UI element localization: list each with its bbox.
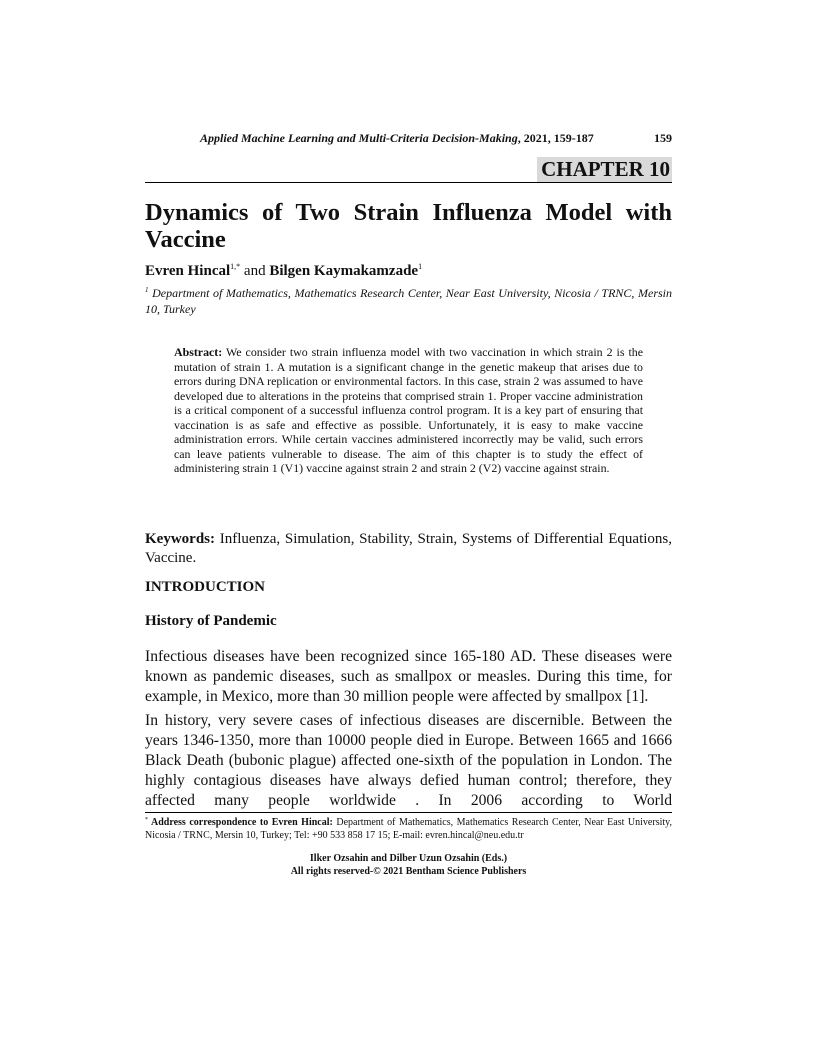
abstract-text: We consider two strain influenza model with two vaccination in which strain 2 is the mutation of strain 1. A mutation is a significant change in the genetic makeup that arises due to errors during DNA replication or environmental factors. In this case, strain 2 was assumed to have developed due to alterations in the proteins that comprised strain 1. Proper vaccine administration is a critical component of a successful influenza control program. It is a key part of ensuring that vaccination is as safe and effective as possible. Unfortunately, it is easy to make vaccine administration errors. While certain vaccines administered incorrectly may be valid, such errors can leave patients vulnerable to disease. The aim of this chapter is to study the effect of administering strain 1 (V1) vaccine against strain 2 and strain 2 (V2) vaccine against strain. bbox=[174, 345, 643, 475]
keywords bbox=[145, 530, 672, 568]
publisher-info bbox=[145, 852, 672, 878]
keywords-label: Keywords: bbox=[145, 531, 215, 547]
rights-line: All rights reserved-© 2021 Bentham Science Publishers bbox=[290, 866, 527, 877]
footnote-text: Department of Mathematics, Mathematics Research Center, Near East University, Nicosia / TRNC, Mersin 10, Turkey; Tel: +90 533 858 17 15; E-mail: evren.hincal@neu.edu.tr bbox=[145, 817, 672, 841]
affiliation-text: Department of Mathematics, Mathematics Research Center, Near East University, Nicosia / TRNC, Mersin 10, Turkey bbox=[145, 286, 672, 316]
running-head-title bbox=[200, 131, 594, 146]
footnote-label: Address correspondence to Evren Hincal: bbox=[148, 817, 333, 828]
author-1-marker: 1,* bbox=[230, 262, 241, 271]
subsection-heading: History of Pandemic bbox=[145, 613, 277, 629]
editors-line: Ilker Ozsahin and Dilber Uzun Ozsahin (Eds.) bbox=[309, 853, 508, 864]
footnote bbox=[145, 816, 672, 842]
body-paragraph: In history, very severe cases of infectious diseases are discernible. Between the years 1346-1350, more than 10000 people died in Europe. Between 1665 and 1666 Black Death (bubonic plague) affected one-sixth of the population in London. The highly contagious diseases have always defied human control; therefore, they affected many people worldwide . In 2006 according to World bbox=[145, 712, 672, 809]
abstract bbox=[174, 345, 643, 476]
chapter-rule bbox=[145, 182, 672, 183]
section-heading: INTRODUCTION bbox=[145, 579, 266, 595]
author-2: Bilgen Kaymakamzade bbox=[269, 263, 419, 279]
running-head bbox=[200, 131, 672, 147]
authors bbox=[145, 262, 672, 280]
abstract-label: Abstract: bbox=[174, 345, 223, 359]
keywords-text: Influenza, Simulation, Stability, Strain, Systems of Differential Equations, Vaccine. bbox=[145, 531, 672, 566]
author-2-marker: 1 bbox=[418, 262, 423, 271]
page-range: , 2021, 159-187 bbox=[517, 131, 594, 145]
chapter-label-wrap bbox=[145, 157, 672, 182]
author-conjunction: and bbox=[240, 263, 270, 279]
chapter-title: Dynamics of Two Strain Influenza Model with Vaccine bbox=[145, 199, 672, 253]
chapter-label: CHAPTER 10 bbox=[537, 157, 672, 182]
page-number: 159 bbox=[654, 131, 672, 145]
author-1: Evren Hincal bbox=[145, 263, 231, 279]
affiliation bbox=[145, 285, 672, 317]
affiliation-marker: 1 bbox=[145, 286, 149, 294]
body-paragraph: Infectious diseases have been recognized since 165-180 AD. These diseases were known as pandemic diseases, such as smallpox or measles. During this time, for example, in Mexico, more than 30 million people were affected by smallpox [1]. bbox=[145, 648, 672, 705]
footnote-marker: * bbox=[145, 817, 148, 823]
footnote-rule bbox=[145, 812, 672, 813]
journal-name: Applied Machine Learning and Multi-Criteria Decision-Making bbox=[200, 131, 518, 145]
